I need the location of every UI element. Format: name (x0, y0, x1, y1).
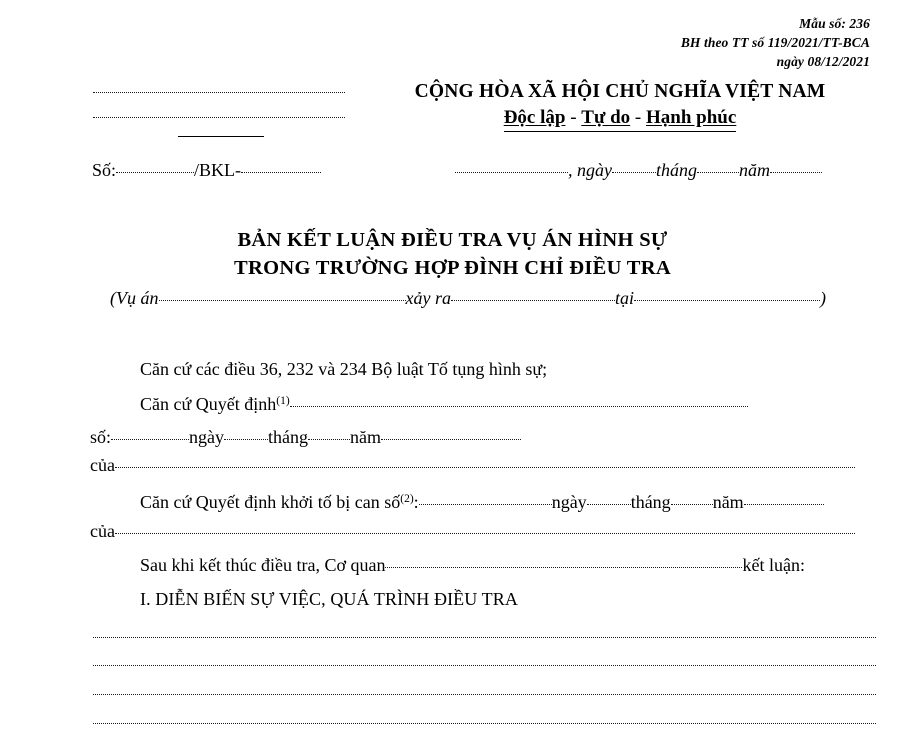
month-field[interactable] (697, 172, 739, 173)
case-location-field[interactable] (634, 300, 820, 301)
day-field[interactable] (612, 172, 656, 173)
conclusion-label: Sau khi kết thúc điều tra, Cơ quan (140, 555, 386, 575)
form-meta-block (681, 14, 870, 71)
decision-day-field[interactable] (224, 439, 268, 440)
case-name-field[interactable] (159, 300, 406, 301)
accused-month-label: tháng (630, 492, 671, 512)
motto-separator-2: - (630, 107, 646, 128)
motto-separator-1: - (565, 107, 582, 128)
day-label: , ngày (568, 160, 612, 180)
decision-issuer-line (90, 455, 855, 475)
decision-day-label: ngày (189, 427, 225, 447)
blank-writing-line[interactable] (93, 665, 876, 666)
case-close-paren: ) (820, 288, 826, 308)
conclusion-agency-field[interactable] (385, 567, 742, 568)
document-number-label: Số: (92, 160, 117, 180)
section-1-heading: I. DIỄN BIẾN SỰ VIỆC, QUÁ TRÌNH ĐIỀU TRA (140, 589, 518, 609)
case-descriptor-line (110, 288, 826, 309)
form-issued-under: BH theo TT số 119/2021/TT-BCA (680, 35, 870, 50)
conclusion-agency-line (140, 555, 805, 575)
document-number-code: /BKL- (194, 160, 242, 180)
accused-footnote-marker: (2) (400, 493, 414, 505)
accused-label: Căn cứ Quyết định khởi tố bị can số (140, 492, 401, 512)
form-number: Mẫu số: 236 (799, 16, 870, 31)
decision-label: Căn cứ Quyết định (140, 394, 277, 414)
decision-issuer-field[interactable] (115, 467, 855, 468)
month-label: tháng (656, 160, 698, 180)
document-title-line-1: BẢN KẾT LUẬN ĐIỀU TRA VỤ ÁN HÌNH SỰ (237, 229, 668, 251)
accused-day-field[interactable] (587, 504, 631, 505)
document-number-suffix-field[interactable] (241, 172, 321, 173)
agency-name-field-line-2[interactable] (93, 117, 345, 118)
case-open-paren: (Vụ án (110, 288, 159, 308)
decision-basis-line (140, 391, 748, 414)
legal-basis-text: Căn cứ các điều 36, 232 và 234 Bộ luật Tố tụng hình sự; (140, 359, 548, 379)
accused-issuer-line (90, 521, 855, 541)
decision-month-field[interactable] (308, 439, 350, 440)
document-title-line-2: TRONG TRƯỜNG HỢP ĐÌNH CHỈ ĐIỀU TRA (234, 257, 671, 279)
decision-number-field[interactable] (111, 439, 189, 440)
country-name: CỘNG HÒA XÃ HỘI CHỦ NGHĨA VIỆT NAM (414, 81, 826, 102)
accused-number-field[interactable] (419, 504, 552, 505)
form-issued-date: ngày 08/12/2021 (776, 54, 870, 69)
year-label: năm (739, 160, 771, 180)
blank-writing-line[interactable] (93, 637, 876, 638)
decision-year-field[interactable] (381, 439, 521, 440)
accused-month-field[interactable] (671, 504, 713, 505)
decision-footnote-marker: (1) (276, 395, 290, 407)
accused-issuer-label: của (90, 521, 115, 541)
accused-year-field[interactable] (744, 504, 824, 505)
decision-issuer-label: của (90, 455, 115, 475)
national-heading-block (400, 81, 840, 132)
place-date-line (455, 160, 822, 181)
blank-writing-line[interactable] (93, 694, 876, 695)
document-number-line (92, 160, 321, 181)
accused-colon: : (413, 492, 419, 512)
motto-freedom: Tự do (581, 107, 631, 128)
blank-writing-line[interactable] (93, 723, 876, 724)
decision-year-label: năm (350, 427, 382, 447)
year-field[interactable] (770, 172, 822, 173)
accused-year-label: năm (712, 492, 744, 512)
decision-number-label: số: (90, 427, 112, 447)
case-at-label: tại (614, 288, 634, 308)
motto-happiness: Hạnh phúc (646, 107, 737, 128)
case-occurred-field[interactable] (451, 300, 615, 301)
accused-decision-line (140, 489, 824, 512)
document-number-field[interactable] (116, 172, 194, 173)
accused-day-label: ngày (551, 492, 587, 512)
decision-number-date-line (90, 427, 521, 447)
decision-month-label: tháng (268, 427, 309, 447)
accused-issuer-field[interactable] (115, 533, 855, 534)
decision-field[interactable] (290, 406, 748, 407)
place-field[interactable] (455, 172, 568, 173)
document-title-block (0, 226, 905, 282)
agency-name-field-line-1[interactable] (93, 92, 345, 93)
national-motto (504, 107, 737, 132)
case-occurred-label: xảy ra (405, 288, 451, 308)
conclusion-suffix: kết luận: (742, 555, 805, 575)
motto-independence: Độc lập (503, 107, 566, 128)
agency-divider-rule (178, 136, 264, 137)
